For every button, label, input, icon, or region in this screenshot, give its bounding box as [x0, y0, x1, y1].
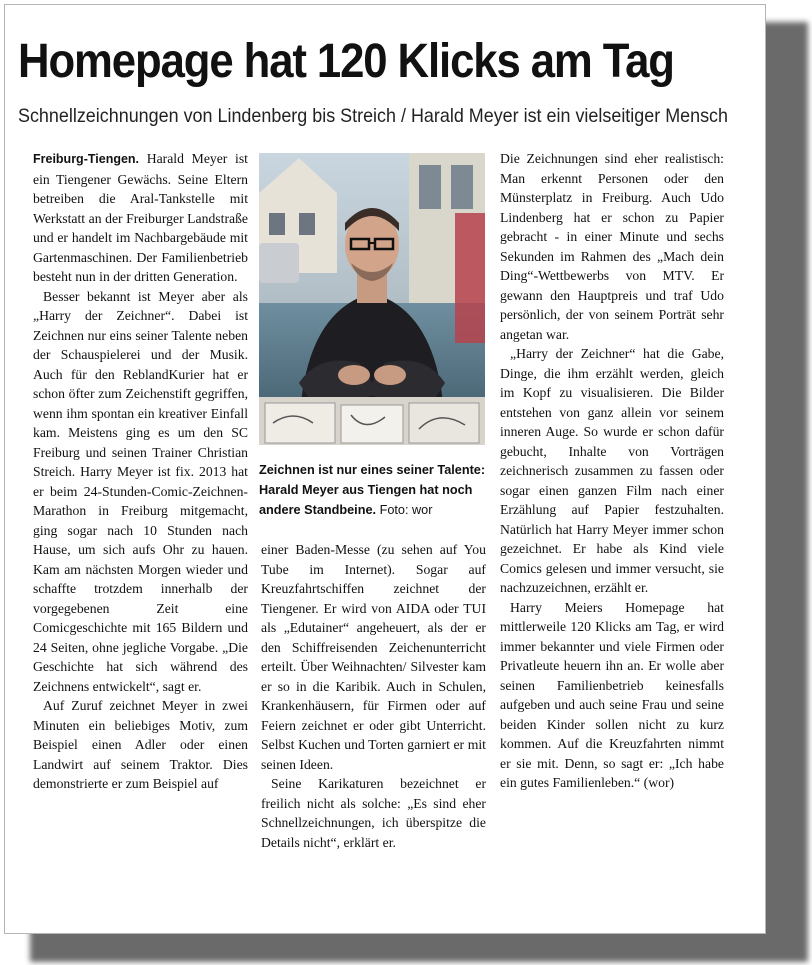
article-photo	[259, 153, 485, 445]
paragraph: Die Zeichnungen sind eher realistisch: Man erkennt Personen oder den Münsterplatz in Freiburg. Auch Udo Lindenberg hat er schon zu Papier gebracht - in einer Minute und sechs Sekunden im Rahmen des „Mach dein Ding“-Wettbewerbs von MTV. Er gewann den Hauptpreis und traf Udo persönlich, der von seinem Porträt sehr angetan war.	[500, 151, 724, 342]
photo-caption	[259, 460, 487, 520]
paragraph: einer Baden-Messe (zu sehen auf You Tube im Internet). Sogar auf Kreuzfahrtschiffen zeichnet der Tiengener. Er wird von AIDA oder TUI als „Edutainer“ angeheuert, als der er den Schiffreisenden Zeichenunterricht erteilt. Über Weihnachten/ Silvester kam er so in die Karibik. Auch in Schulen, Krankenhäusern, für Firmen oder auf Feiern zeichnet er oder gibt Unterricht. Selbst Kuchen und Torten garniert er mit seinen Ideen.	[261, 542, 486, 772]
paragraph: Seine Karikaturen bezeichnet er freilich nicht als solche: „Es sind eher Schnellzeichnungen, ich überspitze die Details nicht“, erklärt er.	[261, 776, 486, 850]
article-column-1	[33, 149, 248, 794]
paragraph: „Harry der Zeichner“ hat die Gabe, Dinge, die ihm erzählt werden, gleich im Kopf zu visualisieren. Die Bilder entstehen von ganz allein vor seinem inneren Auge. So wurde er schon dafür gebucht, Inhalte von Vorträgen zeichnerisch zusammen zu fassen oder sogar einen ganzen Film nach einer Erzählung auf Papier festzuhalten. Natürlich hat Harry Meyer immer schon gezeichnet. Er habe als Kind viele Comics gelesen und immer versucht, sie nachzuzeichnen, erzählt er.	[500, 346, 724, 595]
dateline: Freiburg-Tiengen.	[33, 152, 140, 166]
headline: Homepage hat 120 Klicks am Tag	[18, 35, 674, 88]
article-column-3	[500, 149, 724, 793]
paragraph: Harry Meiers Homepage hat mittlerweile 120 Klicks am Tag, er wird immer bekannter und viele Firmen oder Privatleute heuern ihn an. Er wolle aber seinen Familienbetrieb keinesfalls aufgeben und auch seine Frau und seine beiden Kinder sollen nicht zu kurz kommen. Auf die Kreuzfahrten nimmt er sie mit. Denn, so sagt er: „Ich habe ein gutes Familienleben.“ (wor)	[500, 599, 724, 790]
paragraph-text: Harald Meyer ist ein Tiengener Gewächs. Seine Eltern betreiben die Aral-Tankstelle mit Werkstatt an der Freiburger Landstraße und er handelt im Nachbargebäude mit Gartenmaschinen. Der Familienbetrieb besteht nun in der dritten Generation.	[33, 151, 248, 284]
article-column-2	[261, 540, 486, 852]
photo-credit: Foto: wor	[379, 503, 433, 517]
paragraph: Auf Zuruf zeichnet Meyer in zwei Minuten ein beliebiges Motiv, zum Beispiel einen Adler oder einen Landwirt auf seinem Traktor. Dies demonstrierte er zum Beispiel auf	[33, 698, 248, 791]
photo-harald-meyer-image	[259, 153, 485, 445]
paragraph: Besser bekannt ist Meyer aber als „Harry der Zeichner“. Dabei ist Zeichnen nur eins seiner Talente neben der Schauspielerei und der Musik. Auch für den ReblandKurier hat er schon öfter zum Zeichenstift gegriffen, wenn ihm spontan ein kreativer Einfall kam. Meistens ging es um den SC Freiburg und seinen Trainer Christian Streich. Harry Meyer ist fix. 2013 hat er beim 24-Stunden-Comic-Zeichnen-Marathon in Freiburg mitgemacht, ging sogar nach 10 Stunden nach Hause, um sich aufs Ohr zu hauen. Kam am nächsten Morgen wieder und schaffte trotzdem innerhalb der vorgegebenen Zeit eine Comicgeschichte mit 165 Bildern und 24 Seiten, ohne jegliche Vorgabe. „Die Geschichte hat sich während des Zeichnens entwickelt“, sagt er.	[33, 288, 248, 694]
newspaper-clipping	[4, 4, 766, 934]
subheadline: Schnellzeichnungen von Lindenberg bis Streich / Harald Meyer ist ein vielseitiger Mensch	[18, 105, 729, 127]
caption-text: Zeichnen ist nur eines seiner Talente: Harald Meyer aus Tiengen hat noch andere Standbeine.	[259, 463, 486, 517]
paragraph	[33, 149, 248, 287]
